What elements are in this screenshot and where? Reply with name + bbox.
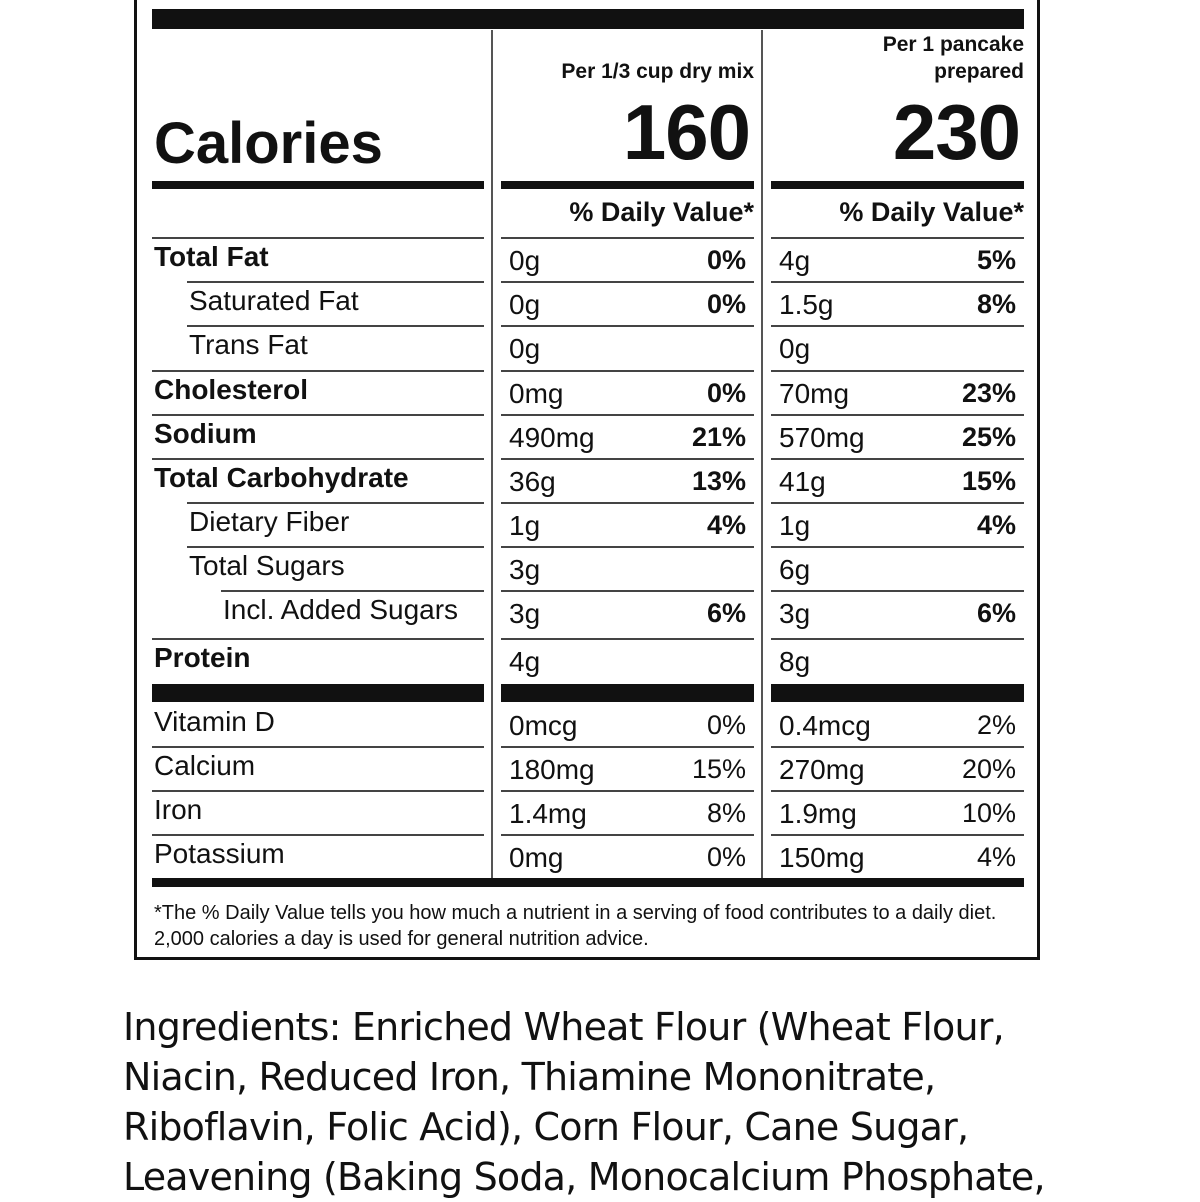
amount-col2: 70mg xyxy=(779,378,850,409)
vitamin-name: Calcium xyxy=(154,750,256,781)
percent-col2: 25% xyxy=(961,422,1016,452)
row-divider xyxy=(501,834,754,836)
amount-col2: 0g xyxy=(779,333,811,364)
column-divider xyxy=(761,30,763,878)
amount-col2: 6g xyxy=(779,554,811,585)
row-divider xyxy=(152,370,484,372)
amount-col2: 0.4mcg xyxy=(779,710,871,741)
row-divider xyxy=(771,638,1024,640)
row-divider xyxy=(501,237,754,239)
percent-col1: 0% xyxy=(706,289,746,319)
row-divider xyxy=(221,590,484,592)
amount-col2: 270mg xyxy=(779,754,865,785)
amount-col1: 0mcg xyxy=(509,710,578,741)
daily-value-header-col1: % Daily Value* xyxy=(569,197,754,227)
nutrient-name: Total Sugars xyxy=(189,550,345,581)
amount-col2: 1.9mg xyxy=(779,798,857,829)
serving-size-col2-line2: prepared xyxy=(934,60,1024,83)
serving-size-col2-line1: Per 1 pancake xyxy=(882,33,1024,56)
row-divider xyxy=(771,281,1024,283)
nutrient-name: Sodium xyxy=(154,418,257,449)
percent-col2: 5% xyxy=(976,245,1016,275)
percent-col1: 0% xyxy=(706,245,746,275)
percent-col1: 0% xyxy=(706,842,746,872)
thick-divider xyxy=(771,181,1024,189)
percent-col2: 20% xyxy=(961,754,1016,784)
percent-col2: 6% xyxy=(976,598,1016,628)
percent-col2: 4% xyxy=(976,510,1016,540)
vitamin-name: Potassium xyxy=(154,838,285,869)
percent-col2: 8% xyxy=(976,289,1016,319)
amount-col1: 3g xyxy=(509,554,541,585)
row-divider xyxy=(187,325,484,327)
row-divider xyxy=(771,325,1024,327)
nutrient-name: Trans Fat xyxy=(189,329,308,360)
row-divider xyxy=(501,325,754,327)
row-divider xyxy=(501,414,754,416)
amount-col2: 3g xyxy=(779,598,811,629)
row-divider xyxy=(501,746,754,748)
nutrient-name: Saturated Fat xyxy=(189,285,359,316)
row-divider xyxy=(771,590,1024,592)
nutrient-name: Dietary Fiber xyxy=(189,506,350,537)
amount-col1: 0g xyxy=(509,289,541,320)
percent-col1: 21% xyxy=(691,422,746,452)
vitamin-divider xyxy=(771,684,1024,702)
column-divider xyxy=(491,30,493,878)
calories-col2: 230 xyxy=(892,88,1020,176)
amount-col1: 0g xyxy=(509,245,541,276)
amount-col2: 4g xyxy=(779,245,811,276)
percent-col2: 23% xyxy=(961,378,1016,408)
row-divider xyxy=(501,790,754,792)
amount-col1: 0mg xyxy=(509,842,564,873)
amount-col1: 4g xyxy=(509,646,541,677)
percent-col1: 0% xyxy=(706,378,746,408)
vitamin-name: Iron xyxy=(154,794,203,825)
row-divider xyxy=(501,281,754,283)
amount-col1: 36g xyxy=(509,466,556,497)
ingredients-text: Ingredients: Enriched Wheat Flour (Wheat Flour, Niacin, Reduced Iron, Thiamine Mononitrate, Riboflavin, Folic Acid), Corn Flour, Cane Sugar, Leavening (Baking Soda, Monocalcium Phosphate, xyxy=(123,1005,1045,1199)
row-divider xyxy=(501,502,754,504)
percent-col1: 15% xyxy=(691,754,746,784)
percent-col2: 10% xyxy=(961,798,1016,828)
percent-col2: 4% xyxy=(976,842,1016,872)
row-divider xyxy=(501,546,754,548)
daily-value-footnote: *The % Daily Value tells you how much a nutrient in a serving of food contributes to a daily diet. 2,000 calories a day is used for general nutrition advice. xyxy=(154,902,997,950)
daily-value-header-col2: % Daily Value* xyxy=(839,197,1024,227)
amount-col2: 1.5g xyxy=(779,289,834,320)
row-divider xyxy=(771,502,1024,504)
row-divider xyxy=(501,590,754,592)
thick-divider xyxy=(152,181,484,189)
amount-col1: 3g xyxy=(509,598,541,629)
row-divider xyxy=(771,834,1024,836)
amount-col2: 150mg xyxy=(779,842,865,873)
row-divider xyxy=(771,546,1024,548)
row-divider xyxy=(771,237,1024,239)
row-divider xyxy=(187,546,484,548)
amount-col2: 41g xyxy=(779,466,826,497)
amount-col2: 1g xyxy=(779,510,811,541)
row-divider xyxy=(771,790,1024,792)
percent-col1: 8% xyxy=(706,798,746,828)
percent-col2: 15% xyxy=(961,466,1016,496)
percent-col1: 13% xyxy=(691,466,746,496)
row-divider xyxy=(771,458,1024,460)
nutrient-name: Cholesterol xyxy=(154,374,309,405)
amount-col1: 0mg xyxy=(509,378,564,409)
nutrient-name: Total Fat xyxy=(154,241,269,272)
row-divider xyxy=(771,370,1024,372)
top-bar xyxy=(152,9,1024,29)
vitamin-divider xyxy=(501,684,754,702)
nutrient-name: Protein xyxy=(154,642,251,673)
row-divider xyxy=(152,458,484,460)
row-divider xyxy=(501,638,754,640)
row-divider xyxy=(187,281,484,283)
amount-col1: 1g xyxy=(509,510,541,541)
row-divider xyxy=(152,790,484,792)
percent-col2: 2% xyxy=(976,710,1016,740)
row-divider xyxy=(152,414,484,416)
row-divider xyxy=(187,502,484,504)
row-divider xyxy=(501,370,754,372)
amount-col1: 490mg xyxy=(509,422,595,453)
percent-col1: 0% xyxy=(706,710,746,740)
nutrient-name: Incl. Added Sugars xyxy=(223,594,459,625)
bottom-bar xyxy=(152,878,1024,887)
row-divider xyxy=(152,834,484,836)
row-divider xyxy=(501,458,754,460)
row-divider xyxy=(152,638,484,640)
thick-divider xyxy=(501,181,754,189)
calories-col1: 160 xyxy=(622,88,750,176)
calories-label: Calories xyxy=(154,111,383,176)
amount-col1: 180mg xyxy=(509,754,595,785)
amount-col2: 8g xyxy=(779,646,811,677)
percent-col1: 4% xyxy=(706,510,746,540)
amount-col1: 0g xyxy=(509,333,541,364)
row-divider xyxy=(152,237,484,239)
serving-size-col1: Per 1/3 cup dry mix xyxy=(561,60,754,83)
row-divider xyxy=(771,414,1024,416)
amount-col2: 570mg xyxy=(779,422,865,453)
nutrient-name: Total Carbohydrate xyxy=(154,462,409,493)
row-divider xyxy=(152,746,484,748)
row-divider xyxy=(771,746,1024,748)
vitamin-name: Vitamin D xyxy=(154,706,275,737)
amount-col1: 1.4mg xyxy=(509,798,587,829)
percent-col1: 6% xyxy=(706,598,746,628)
vitamin-divider xyxy=(152,684,484,702)
